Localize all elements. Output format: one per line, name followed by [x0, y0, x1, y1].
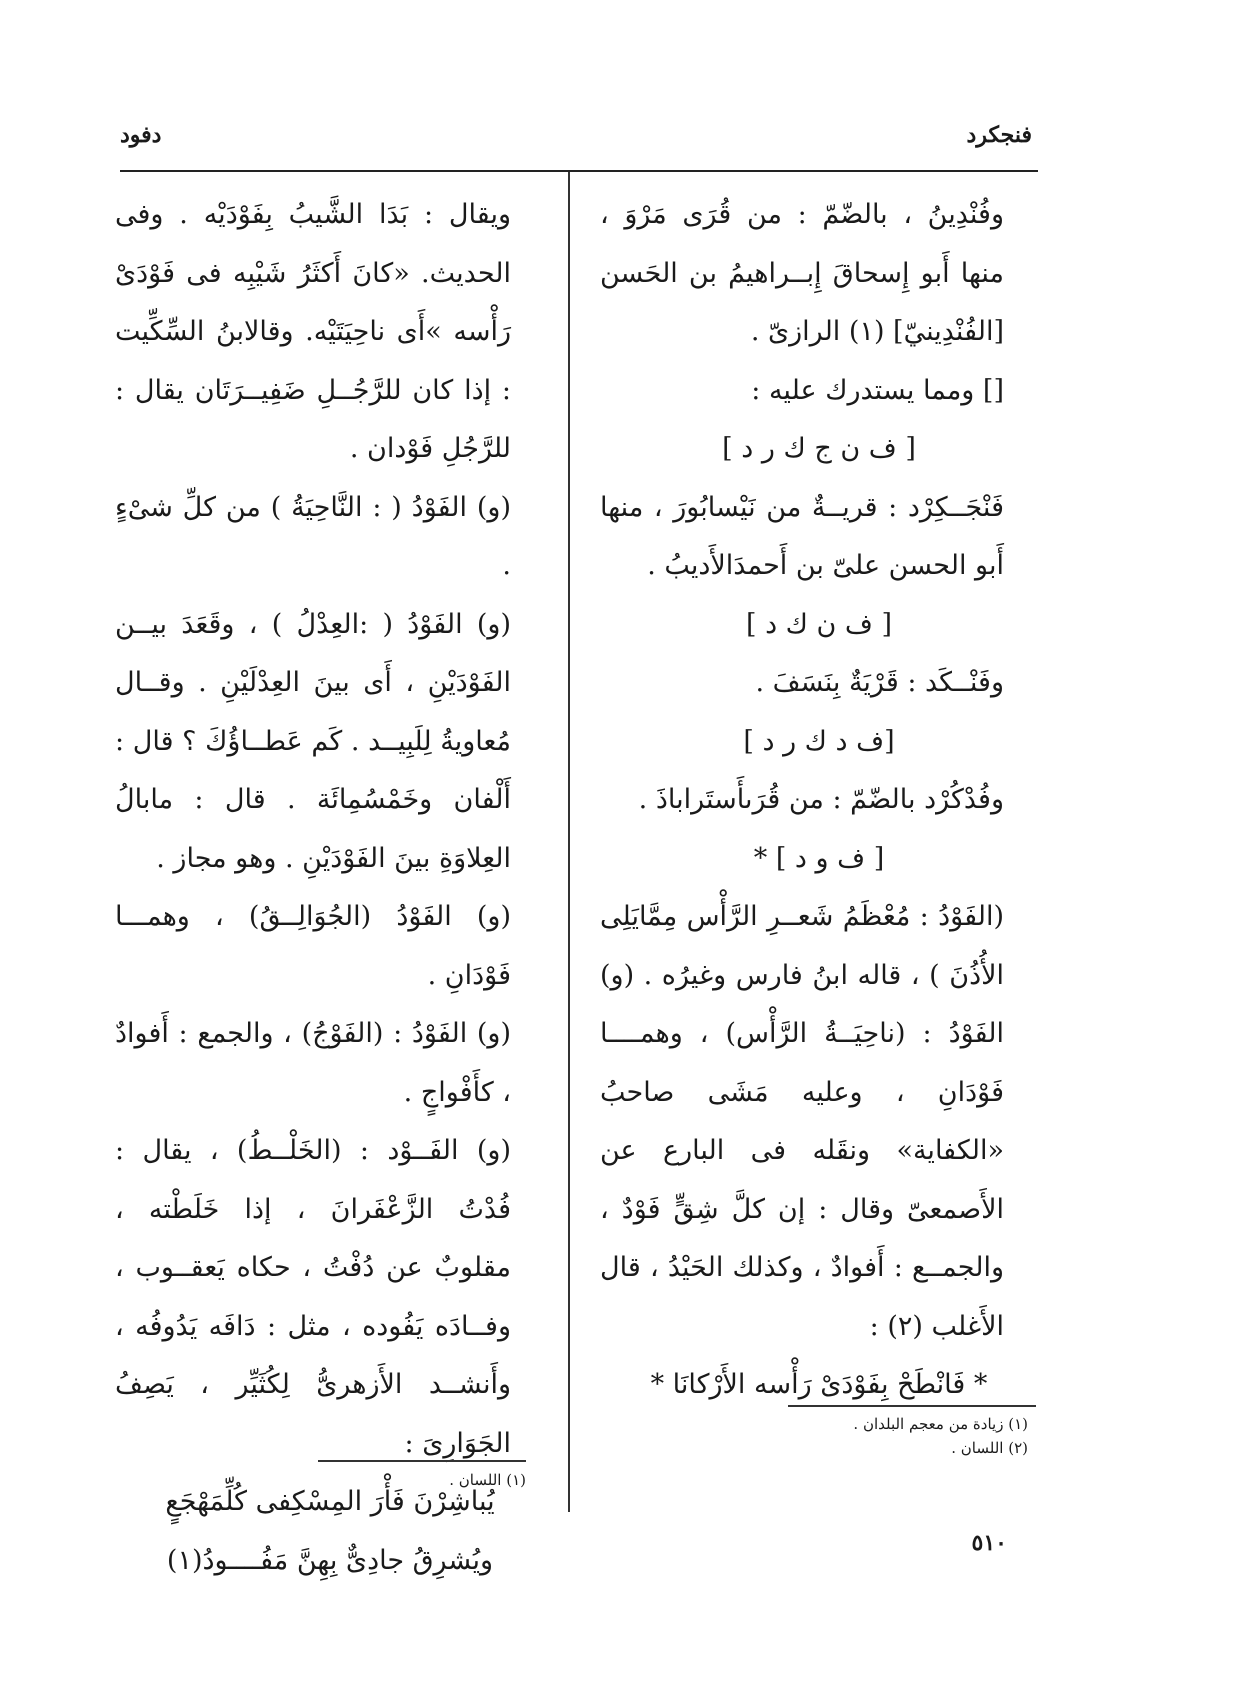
- footnote: (٢) اللسان .: [951, 1439, 1028, 1457]
- entry-fawd-side: (و) الفَوْدُ ( : النَّاحِيَةُ ) من كلِّ شىْءٍ .: [115, 491, 511, 581]
- entry-fawd-main: (الفَوْدُ : مُعْظَمُ شَعــرِ الرَّأْس مِمَّايَلِى الأُذُنَ ) ، قاله ابنُ فارس وغيرُه . (و) الفَوْدُ : (ناحِيَــةُ الرَّأْس) ، وهمــــا فَوْدَانِ ، وعليه مَشَى صاحبُ «الكفاية» ونقَله فى البارع عن الأَصمعىّ وقال : إن كلَّ شِقٍّ فَوْدٌ ، والجمــع : أَفوادٌ ، وكذلك الحَيْدُ ، قال الأَغلب (٢) :: [600, 901, 1004, 1342]
- root-heading-fnjkrd: [ ف ن ج ك ر د ]: [722, 433, 916, 464]
- root-heading-fnkd: [ ف ن ك د ]: [745, 608, 893, 640]
- entry-fawdayn: ويقال : بَدَا الشَّيبُ بِفَوْدَيْه . وفى الحديث. «كانَ أَكثَرُ شَيْبِه فى فَوْدَىْ رَأْسه »أَى ناحِيَتَيْه. وقالابنُ السِّكِّيت : إذا كان للرَّجُــلِ ضَفِيــرَتَان يقال : للرَّجُلِ فَوْدان .: [115, 199, 511, 464]
- poetry-verse-line2: ويُشرِقُ جادِىٌّ بِهِنَّ مَفُــــودُ(١): [166, 1544, 494, 1576]
- supplement-note: [] ومما يستدرك عليه :: [751, 374, 1004, 406]
- entry-fankad: وفَنْــكَد : قَرْيَةٌ بِنَسَفَ .: [755, 667, 1004, 698]
- poetry-verse: * فَانْطَحْ بِفَوْدَىْ رَأْسه الأَرْكانَا *: [650, 1369, 988, 1400]
- root-heading-fdkrd: [ف د ك ر د ]: [743, 725, 895, 757]
- poetry-verse-line1: يُباشِرْنَ فَأْرَ المِسْكِفى كُلِّمَهْجَعٍ: [165, 1486, 495, 1517]
- footnote-rule-left: [318, 1460, 526, 1462]
- column-divider: [568, 172, 570, 1512]
- entry-fawd-khalt: (و) الفَــوْد : (الخَلْــطُ) ، يقال : فُدْتُ الزَّعْفَرانَ ، إذا خَلَطْته ، مقلوبٌ عن دُفْتُ ، حكاه يَعقــوب ، وفــادَه يَفُوده ، مثل : دَافَه يَدُوفُه ، وأَنشــد الأَزهرىُّ لِكُثَيِّر ، يَصِفُ الجَوَارِىَ :: [115, 1135, 511, 1459]
- entry-fawd-juwaliq: (و) الفَوْدُ (الجُوَالِــقُ) ، وهمـــا فَوْدَانِ .: [115, 901, 511, 991]
- entry-funden: وفُنْدِينُ ، بالضّمّ : من قُرَى مَرْوَ ، منها أَبو إِسحاقَ إِبــراهيمُ بن الحَسن [الفُنْدِينيّ] (١) الرازىّ .: [600, 199, 1004, 347]
- header-rule: [120, 170, 1038, 172]
- page-number: ٥١٠: [971, 1530, 1007, 1556]
- root-heading-fwd: [ ف و د ] *: [753, 842, 885, 874]
- running-header-left: دفود: [120, 122, 162, 148]
- footnote: (١) زيادة من معجم البلدان .: [853, 1415, 1028, 1433]
- entry-fanjakird: فَنْجَــكِرْد : قريــةٌ من نَيْسابُورَ ، منها أَبو الحسن علىّ بن أَحمدَالأَديبُ .: [600, 491, 1004, 581]
- left-column: [115, 186, 545, 1590]
- right-column: [600, 186, 1038, 1415]
- entry-fudkurd: وفُدْكُرْد بالضّمّ : من قُرَىأَستَراباذَ .: [638, 784, 1004, 815]
- entry-fawd-idl: (و) الفَوْدُ ( :العِدْلُ ) ، وقَعَدَ بيــن الفَوْدَيْنِ ، أَى بينَ العِدْلَيْنِ . وقــال مُعاويةُ لِلَبِيــد . كَم عَطــاؤُكَ ؟ قال : أَلْفان وخَمْسُمِائَة . قال : مابالُ العِلاوَةِ بينَ الفَوْدَيْنِ . وهو مجاز .: [115, 608, 511, 874]
- footnotes-right: [780, 1412, 1028, 1460]
- footnotes-left: [330, 1468, 526, 1492]
- footnote: (١) اللسان .: [449, 1471, 526, 1489]
- entry-fawd-fawj: (و) الفَوْدُ : (الفَوْجُ) ، والجمع : أَفوادٌ ، كأَفْواجٍ .: [115, 1018, 511, 1108]
- running-header-right: فنجكرد: [966, 122, 1032, 148]
- footnote-rule-right: [788, 1405, 1036, 1407]
